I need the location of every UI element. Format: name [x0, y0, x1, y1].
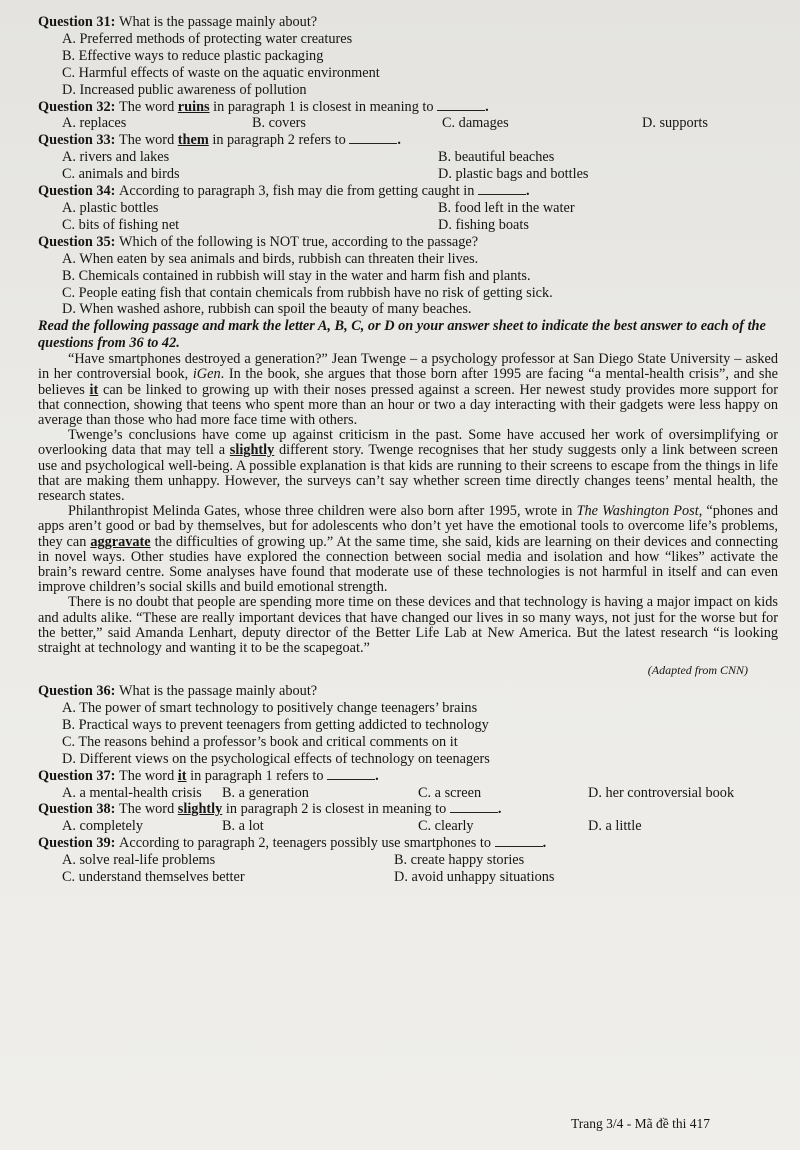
option-circled: D. plastic bags and bottles: [438, 166, 589, 183]
option-circled: C. bits of fishing net: [62, 216, 180, 233]
option: D. supports: [642, 115, 708, 132]
option: C. Harmful effects of waste on the aquatic environment: [62, 64, 380, 81]
option: D. fishing boats: [438, 216, 529, 233]
option: C. clearly: [418, 818, 474, 835]
source-credit: (Adapted from CNN): [647, 663, 748, 678]
option: A. replaces: [62, 115, 127, 132]
option: B. Practical ways to prevent teenagers from getting addicted to technology: [62, 716, 489, 733]
question-37: Question 37: The word it in paragraph 1 refers to .: [38, 767, 379, 784]
paragraph-1: “Have smartphones destroyed a generation?” Jean Twenge – a psychology professor at San Diego State University – asked in her controversial book, iGen. In the book, she argues that those born after 1995 are facing “a mental-health crisis”, and she believes it can be linked to growing up with their noses pressed against a screen. Her newest study provides more support for that connection, showing that teens who spent more than an hour or two a day interacting with their gadgets were less happy on average than those who had more face time with others.: [38, 351, 778, 428]
options-row: [38, 166, 778, 183]
question-36: Question 36: What is the passage mainly about?: [38, 683, 318, 700]
option: A. completely: [62, 818, 143, 835]
option: D. When washed ashore, rubbish can spoil the beauty of many beaches.: [62, 301, 472, 318]
option-circled: C. People eating fish that contain chemicals from rubbish have no risk of getting sick.: [62, 284, 553, 301]
option-circled: D. Different views on the psychological effects of technology on teenagers: [62, 750, 490, 767]
question-31: Question 31: What is the passage mainly about?: [38, 14, 318, 30]
option: A. rivers and lakes: [62, 149, 170, 166]
question-38: Question 38: The word slightly in paragraph 2 is closest in meaning to .: [38, 801, 502, 818]
option: C. animals and birds: [62, 166, 180, 183]
question-35: Question 35: Which of the following is NOT true, according to the passage?: [38, 233, 479, 250]
option: A. When eaten by sea animals and birds, rubbish can threaten their lives.: [62, 250, 479, 267]
option: C. The reasons behind a professor’s book and critical comments on it: [62, 733, 458, 750]
options-row: [38, 217, 778, 234]
option: D. a little: [588, 818, 642, 835]
option-circled: A. plastic bottles: [62, 199, 159, 216]
option: B. food left in the water: [438, 199, 575, 216]
option: A. a mental-health crisis: [62, 784, 202, 801]
option: C. a screen: [418, 784, 482, 801]
option-circled: B. a lot: [222, 818, 264, 835]
options-row: [38, 149, 778, 166]
option-circled: D. Increased public awareness of pollution: [62, 81, 307, 98]
question-32: Question 32: The word ruins in paragraph 1 is closest in meaning to .: [38, 98, 489, 115]
option: A. The power of smart technology to positively change teenagers’ brains: [62, 700, 478, 716]
option-circled: C. damages: [442, 115, 509, 132]
option: B. covers: [252, 115, 306, 132]
options-row: [38, 785, 778, 802]
options-row: [38, 818, 778, 835]
options-row: [38, 200, 778, 217]
option: D. her controversial book: [588, 784, 735, 801]
paragraph-2: Twenge’s conclusions have come up against criticism in the past. Some have accused her work of oversimplifying or overlooking data that may tell a slightly different story. Twenge recognises that her study suggests only a link between screen use and psychological well-being. A possible explanation is that kids are running to their screens to escape from the things in life that are making them unhappy. However, the surveys can’t say whether screen time directly changes teens’ mental health, the research states.: [38, 427, 778, 504]
option: B. create happy stories: [394, 852, 525, 869]
question-39: Question 39: According to paragraph 2, teenagers possibly use smartphones to .: [38, 835, 547, 852]
options-row: [38, 852, 778, 869]
option-circled: A. solve real-life problems: [62, 852, 216, 869]
reading-passage: [38, 352, 778, 679]
option: B. Effective ways to reduce plastic packaging: [62, 47, 324, 64]
page-footer: Trang 3/4 - Mã đề thi 417: [571, 1116, 710, 1131]
options-row: [38, 869, 778, 886]
paragraph-3: Philanthropist Melinda Gates, whose three children were also born after 1995, wrote in The Washington Post, “phones and apps aren’t good or bad by themselves, but for adolescents who don’t yet have the emotional tools to overcome life’s problems, they can aggravate the difficulties of growing up.” At the same time, she said, kids are learning on their devices and connecting in novel ways. Other studies have explored the connection between social media and isolation and how “likes” activate the brain’s reward centre. Some analyses have found that moderate use of these technologies is not harmful in itself and can even improve children’s social skills and build emotional strength.: [38, 503, 779, 596]
option: B. beautiful beaches: [438, 149, 555, 166]
options-row: [38, 115, 778, 132]
option: A. Preferred methods of protecting water creatures: [62, 30, 353, 47]
option: C. understand themselves better: [62, 869, 245, 886]
question-34: Question 34: According to paragraph 3, fish may die from getting caught in .: [38, 183, 530, 200]
paragraph-4: There is no doubt that people are spending more time on these devices and that technology is having a major impact on kids and adults alike. “These are really important devices that have changed our lives in so many ways, not just for the worse but for the better,” said Amanda Lenhart, deputy director of the Better Life Lab at New America. But the latest research “is looking straight at technology and wanting it to be the scapegoat.”: [38, 594, 778, 656]
option-circled: B. a generation: [222, 784, 309, 801]
reading-instruction: Read the following passage and mark the letter A, B, C, or D on your answer sheet to indicate the best answer to each of the questions from 36 to 42.: [38, 318, 766, 352]
question-33: Question 33: The word them in paragraph 2 refers to .: [38, 132, 401, 149]
option: B. Chemicals contained in rubbish will stay in the water and harm fish and plants.: [62, 267, 531, 284]
option: D. avoid unhappy situations: [394, 869, 555, 886]
